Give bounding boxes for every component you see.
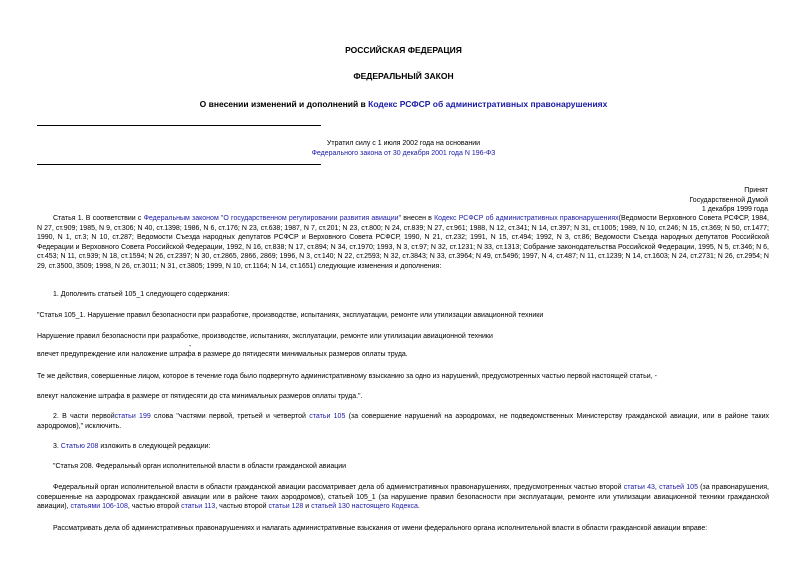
- item-2-text-c: (за совершение нарушений на аэродромах, не подведомственных Министерству гражданской авиации, или в районе таких аэродромов)," исключить.: [37, 413, 769, 430]
- item-3-text: изложить в следующей редакции:: [98, 443, 211, 450]
- article-199-link[interactable]: статьи 199: [114, 413, 151, 420]
- code-link[interactable]: Кодекс РСФСР об административных правонарушениях: [368, 99, 608, 109]
- country-heading: РОССИЙСКАЯ ФЕДЕРАЦИЯ: [345, 45, 462, 55]
- item-2-text-a: 2. В части первой: [53, 413, 115, 420]
- repeal-law-link[interactable]: Федерального закона от 30 декабря 2001 года N 196-ФЗ: [311, 150, 496, 157]
- articles-106-108-link[interactable]: статьями 106-108: [70, 503, 128, 510]
- article-105-link[interactable]: статьи 105: [309, 413, 346, 420]
- divider-top: [37, 125, 321, 126]
- item-1-dash: -: [189, 343, 192, 350]
- divider-bottom: [37, 164, 321, 165]
- article-1-text-b: внесен в: [401, 215, 435, 222]
- article-1-text-c: (Ведомости Верховного Совета РСФСР, 1984, N 27, ст.909; 1985, N 9, ст.306; N 40, ст.1398; 1986, N 6, ст.176; N 23, ст.638; 1987, N 7, ст.201; N 23, ст.800; N 24, ст.839; N 27, ст.961; 1988, N 12, ст.341; N 14, ст.397; N 31, ст.1005; 1989, N 10, ст.246; N 15, ст.369; N 50, ст.1477; 1990, N 1, ст.3; N 10, ст.287; Ведомости Съезда народных депутатов РСФСР и Верховного Совета РСФСР, 1990, N 21, ст.232; 1991, N 15, ст.494; 1992, N 3, ст.86; Ведомости Съезда народных депутатов Российской Федерации и Верховного Совета Российской Федерации, 1992, N 16, ст.838; N 17, ст.894; N 34, ст.1970; 1993, N 3, ст.97; N 32, ст.1231; N 33, ст.1313; Собрание законодательства Российской Федерации, 1995, N 5, ст.346; N 6, ст.453; N 11, ст.939; N 18, ст.1594; N 26, ст.2397; N 30, ст.2865, 2866, 2869; 1996, N 3, ст.140; N 22, ст.2593; N 32, ст.3843; N 33, ст.3964; N 49, ст.5496; 1997, N 4, ст.487; N 11, ст.1239; N 14, ст.1603; N 24, ст.2731; N 26, ст.2954; N 29, ст.3500, 3509; 1998, N 26, ст.3011; N 31, ст.3805; 1999, N 10, ст.1164; N 14, ст.1651) следующие изменения и дополнения:: [37, 215, 770, 270]
- item-3-number: 3.: [53, 443, 61, 450]
- law-type-heading: ФЕДЕРАЛЬНЫЙ ЗАКОН: [353, 71, 454, 81]
- accepted-line-1: Принят: [744, 187, 768, 194]
- code-link-2[interactable]: Кодекс РСФСР об административных правонарушениях: [434, 215, 619, 222]
- article-1-text-a: Статья 1. В соответствии с: [53, 215, 144, 222]
- art208-text-d: , частью второй: [215, 503, 269, 510]
- item-1-paragraph-2: влечет предупреждение или наложение штрафа в размере до пятидесяти минимальных размеров оплаты труда.: [37, 351, 408, 358]
- art208-sep: ,: [654, 484, 660, 491]
- article-1-paragraph: [37, 214, 769, 271]
- repeal-line: Утратил силу с 1 июля 2002 года на основании: [326, 140, 481, 147]
- accepted-date: 1 декабря 1999 года: [701, 206, 768, 213]
- item-1-paragraph-1: Нарушение правил безопасности при разработке, производстве, испытаниях, эксплуатации, ремонте или утилизации авиационной техники: [37, 333, 493, 340]
- article-105-1-title: "Статья 105_1. Нарушение правил безопасности при разработке, производстве, испытаниях, эксплуатации, ремонте или утилизации авиационной техники: [37, 312, 544, 319]
- art208-text-f: .: [417, 503, 420, 510]
- aviation-law-link[interactable]: Федеральным законом "О государственном регулировании развития авиации": [143, 215, 402, 222]
- article-128-link[interactable]: статьи 128: [268, 503, 304, 510]
- item-2-paragraph: [37, 412, 769, 431]
- article-208-paragraph-1: [37, 483, 769, 512]
- item-1-intro: 1. Дополнить статьей 105_1 следующего содержания:: [53, 291, 230, 298]
- art208-text-a: Федеральный орган исполнительной власти в области гражданской авиации рассматривает дела об административных правонарушениях, предусмотренных частью второй: [53, 484, 624, 491]
- art208-text-c: , частью второй: [127, 503, 182, 510]
- article-43-link[interactable]: статьи 43: [623, 484, 655, 491]
- item-3-intro: [37, 442, 769, 452]
- art208-text-b: (за правонарушения, совершенные на аэродромах гражданской авиации или в районе таких аэродромов), статьей 105_1 (за нарушение правил безопасности при эксплуатации, ремонте или утилизации авиационной техники гражданской авиации),: [37, 484, 769, 510]
- article-113-link[interactable]: статьи 113: [181, 503, 216, 510]
- article-130-link[interactable]: статьей 130 настоящего Кодекса: [311, 503, 418, 510]
- law-title-prefix: О внесении изменений и дополнений в: [199, 99, 369, 109]
- accepted-block: [689, 186, 768, 215]
- item-1-paragraph-3: Те же действия, совершенные лицом, которое в течение года было подвергнуто административному взысканию за одно из нарушений, предусмотренных частью первой настоящей статьи, -: [37, 373, 657, 380]
- article-105-link-2[interactable]: статьей 105: [659, 484, 698, 491]
- item-2-text-b: слова "частями первой, третьей и четвертой: [150, 413, 310, 420]
- article-208-link[interactable]: Статью 208: [60, 443, 99, 450]
- art208-text-e: и: [303, 503, 312, 510]
- repeal-note: [0, 139, 807, 159]
- accepted-line-2: Государственной Думой: [689, 196, 768, 204]
- item-1-paragraph-4: влекут наложение штрафа в размере от пятидесяти до ста минимальных размеров оплаты труда.".: [37, 393, 363, 400]
- article-208-title: "Статья 208. Федеральный орган исполнительной власти в области гражданской авиации: [53, 463, 347, 470]
- law-title: [0, 99, 807, 109]
- article-208-paragraph-2: Рассматривать дела об административных правонарушениях и налагать административные взыскания от имени федерального органа исполнительной власти в области гражданской авиации вправе:: [53, 525, 708, 532]
